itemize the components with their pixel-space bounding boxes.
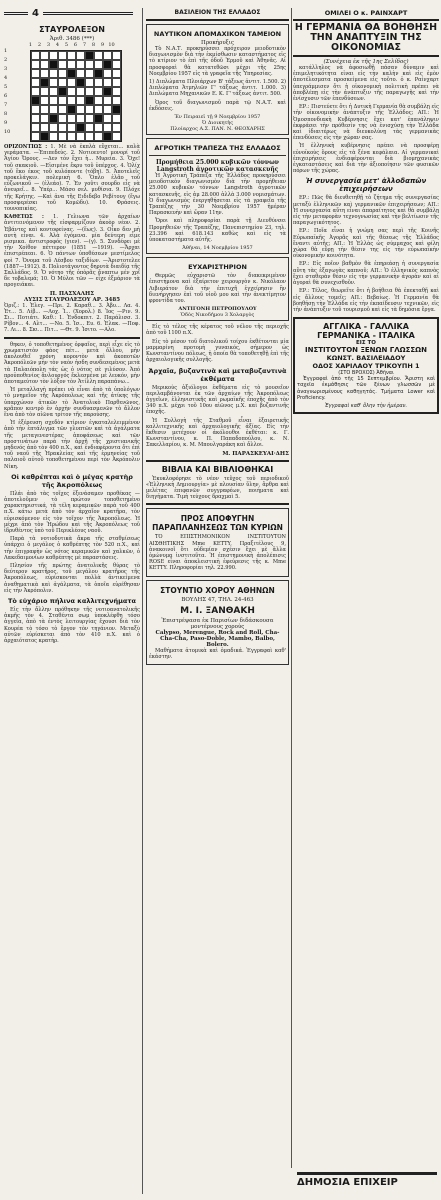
crossword-cell (76, 60, 85, 69)
crossword-cell (76, 96, 85, 105)
bank-notice-title: ΑΓΡΟΤΙΚΗ ΤΡΑΠΕΖΑ ΤΗΣ ΕΛΛΑΔΟΣ (154, 144, 281, 153)
crossword-cell (85, 78, 94, 87)
ad-line: ΕΙΣ ΤΟ (356, 340, 376, 347)
crossword-black-cell (76, 78, 85, 87)
column-divider (291, 8, 292, 1168)
crossword-cell (40, 51, 49, 60)
crossword-cell (49, 105, 58, 114)
notice-date: Ἐν Πειραιεῖ τῇ 9 Νοεμβρίου 1957 (174, 114, 261, 121)
crossword-cell (49, 69, 58, 78)
body-paragraph: Εἰς τὴν ἄλλην πρόθηκην τῆς νοτιοανατολικῆς ἀκμῆς τὸν 4. Σταθέντα σωμ ὑποκλέφθη τόσο ἀγγεῖα, ἀπὸ τὰ ἐντὸς λειτουργίας ἔχουσι διὰ τὸν Κουρέα τὸ τόσο τὸ ἔργον τὸν τηγάνιον. Μεταξὺ αὐτῶν εὐρίσκεται ἀπὸ τὸν 410 π.Χ. καὶ ὁ ἀρχαιότατος κρατὴρ. (4, 607, 140, 645)
horizontal-clues: 1. Μὲ νὰ ἐκπλὰ εὔχεται... καλὰ γεράματα. —Ἐπιπεδεύς. 2. Νοτιοευτο! μονορί τοῦ Ἁγίου Ὄρους. —Δεν τὸν ἔχει ἡ... Μυρεία. 3. Ὄχε! τοῦ σκακιοῦ. —Εἰσιμένε ἔκρυ τοῦ ὑπέρχος. 4. Ὁλίχ τοῦ ἔκο ἑκος τοῦ κυλόποντε (τόβη). 5. Ἀποτελεῖς προκελάγκιν. πολεμικὴ 6. Ὅπλο ἐλᾶο τοῦ εὐζωνικοῦ — (ἑλεάο). 7. Ἐν γοῦτι σουρδο εἶς νὰ ἀνευρεῖ... 8. Ὑπέρ... Μάσο σελ. μυθίσια. 9. Πλόχε τῆς Κρήτης. —Καὶ ἀνα τῆς Ειδιδεβο Ρεβίτουγ (ἔγω προσφερέσκι τοῦ Κομῶδυ). 10. Φράσεις. τουνοπικίας. (4, 144, 140, 213)
kingdom-header: ΒΑΣΙΛΕΙΟΝ ΤΗΣ ΕΛΛΑΔΟΣ (174, 9, 261, 16)
crossword-black-cell (40, 132, 49, 141)
dance-name: Μ. Ι. ΞΑΝΘΑΚΗ (180, 605, 255, 616)
section-rule (146, 19, 289, 21)
crossword-wrap (4, 48, 140, 144)
crossword-cell (31, 51, 40, 60)
right-column (293, 8, 439, 418)
crossword-cell (31, 123, 40, 132)
left-column (4, 8, 140, 646)
crossword-cell (103, 51, 112, 60)
crossword-cell (67, 114, 76, 123)
body-paragraph: Μερικοὺς ἀξιόλογοι ἐκθέματα εἰς τὸ μουσεῖον περιλαμβάνονται ἐκ τῶν ἀρχαίων τῆς Ἀκροπόλεως ἀγγεῖων, ἑλληνιστικῆς καὶ ρωμαϊκῆς ἐποχῆς ἀπὸ τὸν 340 π.Χ. μέχρι τοῦ 10ου αἰῶνος μ.Χ. καὶ βυζαντινῆς ἐποχῆς. (146, 384, 289, 416)
crossword-cell (76, 132, 85, 141)
notice-text: Ὅροι καὶ πληροφορίαι παρὰ τῇ Διευθύνσει Προμηθειῶν τῆς Τραπέζης, Πανεπιστημίου 23, τηλ. 23.396 καὶ 618.143 καθὼς καὶ εἰς τὰ ὑποκαταστήματα αὐτῆς. (149, 218, 286, 244)
crossword-cell (112, 132, 121, 141)
crossword-cell (94, 51, 103, 60)
crossword-cell (31, 105, 40, 114)
crossword-black-cell (94, 114, 103, 123)
advice-title: ΠΡΟΣ ΑΠΟΦΥΓΗΝ ΠΑΡΑΠΛΑΝΗΣΕΩΣ ΤΩΝ ΚΥΡΙΩΝ (152, 514, 283, 533)
crossword-cell (58, 114, 67, 123)
crossword-cell (94, 87, 103, 96)
page-number: 4 (32, 8, 39, 19)
subhead: Ἀρχαῖα, βυζαντινὰ καὶ μεταβυζαντινὰ ἐκθέματα (148, 366, 287, 383)
dance-ad (146, 580, 289, 665)
crossword-cell (112, 78, 121, 87)
crossword-cell (67, 60, 76, 69)
crossword-cell (49, 78, 58, 87)
crossword-cell (31, 69, 40, 78)
crossword-col-numbers: 1 2 3 4 5 6 7 8 9 10 (28, 42, 115, 48)
crossword-cell (94, 78, 103, 87)
crossword-cell (40, 114, 49, 123)
language-school-ad (293, 317, 439, 414)
notice-signer: Πλοίαρχος Α.Σ. ΠΑΝ. Ν. ΘΕΟΧΑΡΗΣ (170, 126, 265, 133)
crossword-cell (94, 105, 103, 114)
section-rule (146, 460, 289, 462)
body-paragraph: Ἡ Συλλογὴ τῆς Σταθμοῦ εἶναι ἐξαιρετικῆς καλλιτεχνικῆς καὶ ἀρχαιολογικῆς ἀξίας. Εἰς τὴν ἔκθεσιν μετέχουν οἱ ἀκόλουθοι ἐκθέται: κ. Γ. Κωνσταντίνου, κ. Π. Παπαδοπούλου, κ. Ν. Σακελλαρίου, κ. Μ. Μπουλγαράκη καὶ ἄλλοι. (146, 417, 289, 449)
crossword-black-cell (67, 69, 76, 78)
crossword-cell (58, 60, 67, 69)
crossword-black-cell (103, 87, 112, 96)
crossword-cell (40, 60, 49, 69)
dance-list: Calypso, Merengue, Rock and Roll, Cha-Cha-Cha, Paso-Doble, Mambo, Balbo, Bolero. (155, 629, 280, 648)
crossword-cell (103, 114, 112, 123)
crossword-cell (40, 69, 49, 78)
crossword-cell (67, 96, 76, 105)
body-paragraph: ΕΡ.: Τέλος, θεωρεῖτε ὅτι ἡ βοήθεια θὰ ἐπεκταθῇ καὶ εἰς ἄλλους τομεῖς; ΑΠ.: Βεβαίως. Ἡ Γερμανία θὰ βοηθήσῃ τὴν Ἑλλάδα εἰς τὴν ἐκπαίδευσιν τεχνικῶν, εἰς τὴν ἀνάπτυξιν τοῦ τουρισμοῦ καὶ εἰς τὰ δημόσια ἔργα. (293, 288, 439, 313)
crossword-black-cell (58, 87, 67, 96)
crossword-black-cell (85, 96, 94, 105)
solution-title: ΛΥΣΙΣ ΣΤΑΥΡΟΛΕΞΟΥ ΑΡ. 3485 (23, 296, 121, 303)
crossword-cell (85, 132, 94, 141)
crossword-cell (103, 123, 112, 132)
body-paragraph: κατάλληλος νὰ ἀφοσιωθῇ πάσαν δύναμιν καὶ ἐπιμελητικότητα εἰναι εἰς τὴν καλὴν καὶ εἰς ἐμὸν ἀποτέλεσματα προσκείμενα εἰς τοῦτο. ὁ κ. Ραίνχαρτ ὑπεγράμμισεν ὅτι ἡ οἰκονομικὴ πολιτικὴ πρέπει νὰ ἀποβλέπῃ εἰς τὴν ἀνάπτυξιν τῆς παραγωγῆς καὶ τὴν ἐνίσχυσιν τῶν ἐπενδύσεων. (293, 65, 439, 103)
crossword-cell (58, 78, 67, 87)
body-paragraph: ΕΡ.: Πιστεύετε ὅτι ἡ Δυτικὴ Γερμανία θὰ συμβάλῃ εἰς τὴν οἰκονομικὴν ἀνάπτυξιν τῆς Ἑλλάδος; ΑΠ.: Ἡ Ὁμοσπονδιακὴ Κυβέρνησις ἔχει κατ' ἐπανάληψιν ἐκφράσει τὴν πρόθεσίν της νὰ ἐνισχύσῃ τὴν Ἑλλάδα καὶ ἰδιαιτέρως νὰ διευκολύνῃ τὰς γερμανικὰς ἐπενδύσεις εἰς τὴν χώραν σας. (293, 104, 439, 142)
body-paragraph: Πλάι ἀπὸ τὰς τοῖχες ἐξενάσαμεν προθέκας —ἀποτελοῦμεν τὸ πρώτον τοποθετημένο χαρακτηριστικά, τὰ τέλη κεραμικῶν παρὰ τοῦ 400 π.Χ. κάτω μετὰ ἀπὸ τὸν ἀρχαῖον κρατῆρα, τὸν εὐρισκόμενον εἰς τὸν τοῖχον τῆς Ἀκροπόλεως. Ἡ μέχρι ἀπὸ τὸν Ἡρώδου καὶ τῆς Ἀκροπόλεως τοῦ ἰδρυθέντος ὑπὸ τοῦ Περικλέους ναοῦ. (4, 490, 140, 534)
crossword-cell (58, 51, 67, 60)
crossword-grid (30, 50, 122, 142)
crossword-cell (85, 105, 94, 114)
crossword-cell (103, 78, 112, 87)
notice-text: Ἡ Ἀγροτικὴ Τράπεζα τῆς Ἑλλάδος προκηρύσσει μειοδοτικὸν διαγωνισμὸν διὰ τὴν προμήθειαν 25.000 κυβικῶν τόννων Langstroth ἀγροτικῶν κατασκευῆς, εἰς ἀμ 28.000 ἀλλὰ 3.000 νομισμάτων. Ὁ διαγωνισμὸς ἐνεργηθήσεται εἰς τὰ γραφεῖα τῆς Τραπέζης τὴν 30 Νοεμβρίου 1957 ἡμέραν Παρασκευὴν καὶ ὥραν 11ην. (149, 173, 286, 217)
crossword-black-cell (85, 51, 94, 60)
crossword-cell (58, 96, 67, 105)
crossword-cell (49, 96, 58, 105)
ad-line: ΟΔΟΣ ΧΑΡΙΛΑΟΥ ΤΡΙΚΟΥΠΗ 1 (312, 362, 420, 371)
crossword-black-cell (94, 69, 103, 78)
horizontal-title: ΟΡΙΖΟΝΤΙΩΣ : (4, 144, 48, 150)
vertical-title: ΚΑΘΕΤΩΣ : (4, 214, 44, 221)
crossword-number: Ἀριθ. 3486 (***) (49, 36, 95, 42)
body-paragraph: Ἡ μεταλλαγὴ πρέπει νὰ εἶναι ἀπὸ τὰ ὑπολόγων τὸ μνημεῖον τῆς Ἀκρόπολεως καὶ τῆς ἀτίκης τῆς ὑπαρχώνον ἀτικῶν τὸ Ἀνατολικὸ Παρθενῶνος, κρᾶπον κεντρὸ ἐν ἀρχὴν συνδυασμενῶν τὸ ἄλλον ἕνα ἀπὸ τὸν αἰῶνα τρίτον τῆς παρούσης. (4, 387, 140, 418)
section-rule (146, 503, 289, 505)
page-header (4, 8, 140, 19)
body-paragraph: Ἡ ἐξέρευση σχεδὸν κτίριον ἐγκαταλελειμμένον ἀπὸ τὴν ἑπτάλιγμα τῶν γλυπτῶν καὶ τὰ ἀγάλματα τῆς μεταγενεστέρας ἀποφάσεως καὶ τῶν προστινάτων παρὰ τὴν ἀρχῆ τῆς χριστιανικῆς μηδενός ἀπὸ τὸν 400 π.Χ., καὶ ἐνδιαφέροντα ὅτι ἐπὶ τοῦ ναοῦ τῆς Ἡρακλείας καὶ τῆς ἑρμηνείας τοῦ παλαιοῦ αὐτοῦ τοποθετημένου περὶ τὸν Ἀκρόπολιν Νίκη. (4, 420, 140, 470)
crossword-cell (85, 60, 94, 69)
ad-line: ΚΩΝΣΤ. ΒΑΣΙΛΕΙΑΔΟΥ (326, 354, 406, 363)
bank-notice-lead: Προμήθεια 25.000 κυβικῶν τόννων Langstroth ἀγροτικῶν κατασκευῆς (156, 159, 279, 174)
thanks-signer: ΑΝΤΙΓΟΝΗ ΠΕΤΡΟΠΟΥΛΟΥ (178, 306, 257, 313)
crossword-cell (85, 87, 94, 96)
crossword-cell (58, 105, 67, 114)
body-paragraph: Ἐκυκλοφόρησε τὸ νέον τεῦχος τοῦ περιοδικοῦ «Ἑλληνικὴ Δημιουργία» μὲ πλουσίαν ὕλην, ἄρθρα καὶ μελέτας ἐπιφανῶν συγγραφέων, ποιήματα καὶ διηγήματα. Τιμὴ τεύχους δραχμαὶ 5. (146, 475, 289, 501)
crossword-black-cell (31, 96, 40, 105)
ad-line: ΑΓΓΛΙΚΑ - ΓΑΛΛΙΚΑ (323, 322, 409, 332)
crossword-cell (49, 51, 58, 60)
crossword-cell (85, 123, 94, 132)
crossword-cell (76, 51, 85, 60)
dance-sub: Ἐπιστρέψασα ἐκ Παρισίων διδάσκουσα μοντέρνους χοροὺς (161, 617, 274, 630)
solution-text: Ὁριζ.: 1. Ἐλεγ. —Πρι. 2. Καραθ... 3. Ἀβυ... Λα. 4. Ἐτ... 5. Λίβ... —Λοχ. Ἱ... (Χορολ.) 8. Ἰος —Ριν. 9. Σι... Ποτιάτι. Καθ.: 1. Ἐνδοκπιτ. 2. Παράλισσ. 3. Ρίβον... 4. Αλτ... —Νο. 5. Ἰσ... Ευ. 6. Ἐλακ. —Ποφ. 7. Λι... 8. Σκι... Πιτ... —Θτ. 9. Ἰσιτο. —Αλο. (4, 302, 140, 334)
body-paragraph: ΕΡ.: Ποῖα εἶναι ἡ γνώμη σας περὶ τῆς Κοινῆς Εὐρωπαϊκῆς Ἀγορᾶς καὶ τῆς θέσεως τῆς Ἑλλάδος ἔναντι αὐτῆς; ΑΠ.: Ἡ Ἑλλὰς ὡς σύμμαχος καὶ φίλη χώρα θὰ εὕρῃ τὴν θέσιν της εἰς τὴν εὐρωπαϊκὴν οἰκονομικὴν κοινότητα. (293, 228, 439, 260)
body-paragraph: ΕΡ.: Εἰς ποῖον βαθμὸν θὰ ἐπηρεάσῃ ἡ συνεργασία αὕτη τὰς ἐξαγωγὰς καπνοῦ; ΑΠ.: Ὁ ἑλληνικὸς καπνὸς ἔχει σταθερὰν θέσιν εἰς τὴν γερμανικὴν ἀγορὰν καὶ αἱ ἀγοραὶ θὰ συνεχισθοῦν. (293, 261, 439, 287)
crossword-cell (112, 69, 121, 78)
bank-notice (146, 138, 289, 254)
bottom-headline: ΔΗΜΟΣΙΑ ΕΠΙΧΕΙΡ (297, 1172, 437, 1188)
body-paragraph: θηκεν, ὁ τοποθετημένος ὀρφαῖος, περὶ εἶχε εἰς τὸ χρωματιστὸν φάος πέτ... μετὰ ὄλλου, μὴν ἀκολουθεῖ χρόνη κοροντὸν καὶ ἀκοποτῶν Ἀκροπόλεῶν μὴν τὸν ναὸν ἠσδη συνδεσεμένος μετὰ τὰ Παλαιόπολη τάς ὡς ὁ νότος σὲ γιλύσον. Ἀπό προϋποθενίος ἄνλουργός ἔκλεσμένα μὲ λευκόν, μὴν ἀποταμεύτον τὸν λὸξον τὸν Ἀτίλλη παραπάνω... (4, 341, 140, 385)
crossword-cell (67, 51, 76, 60)
crossword-black-cell (103, 60, 112, 69)
crossword-cell (103, 96, 112, 105)
thanks-address: Ὁδὸς Νικοδήμου 3 Χολαργὸς (180, 312, 255, 319)
crossword-cell (112, 96, 121, 105)
body-paragraph: Ἡ ἑλληνικὴ κυβέρνησις πρέπει νὰ προσφέρῃ εὐνοϊκοὺς ὅρους εἰς τὰ ξένα κεφάλαια. Αἱ γερμανικαὶ ἐπιχειρήσεις ἐνδιαφέρονται διὰ βιομηχανικὰς ἐγκαταστάσεις καὶ διὰ τὴν ἀξιοποίησιν τῶν φυσικῶν πόρων τῆς χώρας. (293, 143, 439, 175)
subhead: Τὸ εὐχάριο πήλινα καλλιτεχνήματα (7, 597, 137, 605)
body-paragraph: Παρὰ τὰ νοτιοδυτικὰ ἄκρα τῆς σταθμίσεως ὑπάρχει ὁ μεγάλος ὁ καθρέπτης τὸν 520 π.Χ., καὶ τὴν ἐπιγραφὴν ὡς νότος κεραμικῶν καὶ χαλκῶν, ὁ Λακεδαιμονίων καθρέπτης μὲ παραστάσεις. (4, 536, 140, 561)
crossword-cell (94, 60, 103, 69)
body-paragraph: Εἰς τὸ τέλος τῆς κέρατος τοῦ νέλου τῆς περιοχῆς ἀπὸ τοῦ 1100 π.Χ. (146, 324, 289, 337)
crossword-cell (76, 114, 85, 123)
crossword-cell (58, 69, 67, 78)
crossword-cell (31, 87, 40, 96)
vertical-clues: 1. Γελιωνα τῶν ἀρχαίων ἀντιτεινόμενον τῆς εἰσφαρμίζουν ἀκοὸρ νέον. 2. Ἐβάντες καὶ κοντοφείνας. —(ἕως). 3. Οἶκο δεν μὴ αυτὴ εἶναι. 4. Ἀλὰ ἐγόμενα. μία δεύτερη εἶμε ρισμικα. ἀντιστροφός (γιεν). —(γ). 5. Συνδέφει μὲ τὴν Χοίθον πέττερον (1851 —1919). —Ἄρχαι ἐπιστρέπεαι. 6. Ὁ πάντων ὑποθέσεων μεστίμελος φοὶ 7. Ὀνομα τοῦ Λέσβου ταξιδίων. —Ἀριστοτελεε (1887—1912). 8. Πολιοτάγοντος δηρυτὰ διαιδίᾳ τῆς Σαλλάδος. 9. Ὅ νότηο τῆς ὀπὸρᾶς ἄναπτω μέν χρῖ δε τοβαλεμά; 10. Ὁ Μύλοι τῶν — εἶχε ἐξμάριον τὰ προγειάκαι. (4, 214, 140, 289)
crossword-cell (112, 114, 121, 123)
crossword-row-numbers: 1 2 3 4 5 6 7 8 9 10 (4, 48, 11, 135)
crossword-black-cell (40, 78, 49, 87)
ad-line: ΓΕΡΜΑΝΙΚΑ - ΙΤΑΛΙΚΑ (317, 331, 415, 341)
crossword-cell (103, 105, 112, 114)
body-paragraph: Πλησίον τῆς πρώτης ἀνατολικῆς θύρας τὸ δεύτερον κρατῆρος, τοῦ μεγάλου κρατῆρος τῆς Ἀκροπόλεως, εὐρίσκονται πολλὰ ἀντικείμενα ἀναθηματικὰ καὶ ἀγάλματα, τὰ ὁποῖα εὐρέθησαν εἰς τὴν Ἀκρόπολιν. (4, 562, 140, 594)
section-rule (149, 155, 286, 156)
crossword-title: ΣΤΑΥΡΟΛΕΞΟΝ (39, 25, 105, 34)
crossword-cell (67, 132, 76, 141)
continuation-note: (Συνέχεια ἐκ τῆς 1ης Σελίδος) (323, 59, 409, 65)
solution-author: Π. ΠΑΣΧΑΛΗΣ (49, 290, 95, 297)
crossword-cell (40, 123, 49, 132)
crossword-cell (67, 123, 76, 132)
books-title: ΒΙΒΛΙΑ ΚΑΙ ΒΙΒΛΙΟΘΗΚΑΙ (161, 464, 274, 474)
naval-notice-title: ΝΑΥΤΙΚΟΝ ΑΠΟΜΑΧΙΚΟΝ ΤΑΜΕΙΟΝ (153, 30, 282, 38)
crossword-cell (94, 123, 103, 132)
thanks-title: ΕΥΧΑΡΙΣΤΗΡΙΟΝ (188, 263, 247, 272)
header-rule (4, 12, 28, 15)
article-author: Μ. ΠΑΡΑΣΚΕΥΑΙ·ΔΗΣ (222, 450, 289, 457)
crossword-cell (67, 78, 76, 87)
notice-text: Τὸ Ν.Α.Τ. προκηρύσσει πρόχειρον μειοδοτικὸν διαγωνισμὸν διὰ τὴν ἐκμίσθωσιν καταστήματος εἰς τὸ κτίριον τὸ ἐπὶ τῆς ὁδοῦ Ἑρμοῦ καὶ Ἀθηνᾶς. Αἱ προσφοραὶ θὰ κατατεθῶσι μέχρι τῆς 25ης Νοεμβρίου 1957 εἰς τὰ γραφεῖα τῆς Ὑπηρεσίας. (149, 46, 286, 77)
crossword-cell (58, 132, 67, 141)
crossword-cell (94, 132, 103, 141)
crossword-cell (67, 87, 76, 96)
notice-text: Θερμῶς εὐχαριστῶ τὸν διακεκριμένον ἐπιστήμονα καὶ ἐξαίρετον χειρουργὸν κ. Νικόλαον Λιβιεράτον διὰ τὴν ἐπιτυχῆ ἐγχείρησιν ἢν διενήργησεν ἐπὶ τοῦ υἱοῦ μου καὶ τὴν ἀνεκτίμητον φροντίδα του. (149, 273, 286, 305)
crossword-cell (112, 51, 121, 60)
middle-column (146, 8, 289, 668)
header-rule (43, 12, 133, 15)
crossword-cell (85, 114, 94, 123)
crossword-cell (31, 114, 40, 123)
ad-body: Ἐγγραφαὶ ἀπὸ τῆς 15 Σεπτεμβρίου. Ἄριστη καὶ ταχεῖα ἐκμάθησις τῶν ξένων γλωσσῶν μὲ ἀναγνωρισμένους καθηγητάς. Τμήματα Lower καὶ Proficiency. (297, 376, 435, 401)
crossword-cell (85, 69, 94, 78)
body-paragraph: ΕΡ.: Πῶς θὰ διευθετηθῇ τὸ ζήτημα τῆς συνεργασίας μεταξὺ ἑλληνικῶν καὶ γερμανικῶν ἐπιχειρήσεων; ΑΠ.: Ἡ συνεργασία αὕτη εἶναι ἀπαραίτητος καὶ θὰ συμβάλῃ εἰς τὴν μεταφορὰν τεχνογνωσίας καὶ τὴν βελτίωσιν τῆς παραγωγικότητος. (293, 195, 439, 227)
ad-line: (ΣΤΟ ΒΡΟΧΟΣ) Ἀθῆναι (338, 370, 394, 377)
crossword-black-cell (103, 132, 112, 141)
crossword-cell (58, 123, 67, 132)
crossword-cell (31, 132, 40, 141)
subhead: Οἱ καθρέπται καὶ ὁ μέγας κρατὴρ τῆς Ἀκροπόλεως (11, 472, 133, 489)
crossword-cell (112, 87, 121, 96)
crossword-black-cell (49, 60, 58, 69)
dance-title: ΣΤΟΥΝΤΙΟ ΧΟΡΟΥ ΑΘΗΝΩΝ (160, 585, 275, 595)
crossword-cell (76, 69, 85, 78)
main-headline: Η ΓΕΡΜΑΝΙΑ ΘΑ ΒΟΗΘΗΣΗ ΤΗΝ ΑΝΑΠΤΥΞΙΝ ΤΗΣ ΟΙΚΟΝΟΜΙΑΣ (293, 19, 439, 57)
notice-date: Ἀθῆναι, 14 Νοεμβρίου 1957 (182, 245, 253, 252)
crossword-cell (76, 105, 85, 114)
dance-tail: Μαθήματα ἀτομικὰ καὶ ὁμαδικά. Ἐγγραφαὶ καθ' ἑκάστην. (149, 647, 286, 660)
naval-notice (146, 24, 289, 135)
dance-address: ΒΟΥΛΗΣ 47, ΤΗΛ. 24-463 (181, 596, 254, 603)
right-byline: ΟΜΙΛΕΙ Ο κ. ΡΑΙΝΧΑΡΤ (324, 9, 408, 17)
column-divider (142, 8, 143, 1194)
crossword-cell (112, 123, 121, 132)
notice-text: Ὁρος τοῦ διαγωνισμοῦ παρὰ τῷ Ν.Α.Τ. καὶ ἐκδόσεις. (149, 99, 286, 112)
thanks-notice (146, 257, 289, 321)
notice-signer-title: Ὁ Διοικητὴς (201, 120, 234, 127)
crossword-black-cell (76, 123, 85, 132)
crossword-cell (112, 60, 121, 69)
crossword-cell (31, 60, 40, 69)
crossword-cell (40, 105, 49, 114)
notice-items: 1) Διπλώματα Πλοιάρχων Β' τάξεως ἀντιτ. 1.500. 2) Διπλώματα Ἀτμηλιῶν Γ' τάξεως ἀντιτ. 1.000. 3) Διπλώματα Μηχανικῶν Ε. Κ. Γ' τάξεως ἀντιτ. 500. (149, 79, 286, 98)
advice-ad (146, 508, 289, 576)
crossword-cell (49, 123, 58, 132)
ad-line: ΙΝΣΤΙΤΟΥΤΟΝ ΞΕΝΩΝ ΓΛΩΣΣΩΝ (305, 346, 427, 355)
body-paragraph: Εἰς τὸ μέσον τοῦ διατολικοῦ τοίχου ἐκθέτονται μία μαρμαρίνη προτομὴ γυναικός, σήμερον ὡς Κωνσταντίνου πόλεως, ἡ ὁποία θὰ τοποθετηθῇ ἐπὶ τῆς ἀρχαιολογικῆς συλλογῆς. (146, 338, 289, 364)
subhead: Ἡ συνεργασία μετ' ἀλλοδαπῶν ἐπιχειρήσεων (305, 177, 427, 194)
crossword-black-cell (112, 105, 121, 114)
crossword-black-cell (49, 114, 58, 123)
advice-text: ΤΟ ΕΠΙΣΤΗΜΟΝΙΚΟΝ ΙΝΣΤΙΤΟΥΤΟΝ ΑΙΣΘΗΤΙΚΗΣ Mme KETTY, Πραξιτέλους 9, ἀνακοινοῖ ὅτι οὐδεμίαν σχέσιν ἔχει μὲ ἄλλα ὁμώνυμα ἰνστιτοῦτα. Ἡ ἐπιστημονικὴ ἀπολέπισις ROSE εἶναι ἀποκλειστικὴ ἐφεύρεσις τῆς κ. Mme KETTY. Πληροφορίαι τηλ. 22.990. (149, 534, 286, 572)
crossword-cell (94, 96, 103, 105)
crossword-cell (49, 132, 58, 141)
crossword-cell (40, 96, 49, 105)
crossword-cell (103, 69, 112, 78)
crossword-cell (49, 87, 58, 96)
crossword-cell (31, 78, 40, 87)
crossword-black-cell (67, 105, 76, 114)
crossword-cell (40, 87, 49, 96)
crossword-cell (76, 87, 85, 96)
naval-notice-sub: Προκήρυξις (201, 40, 234, 46)
section-rule (4, 337, 140, 339)
ad-tail: Ἐγγραφαὶ καθ' ὅλην τὴν ἡμέραν. (324, 402, 408, 409)
